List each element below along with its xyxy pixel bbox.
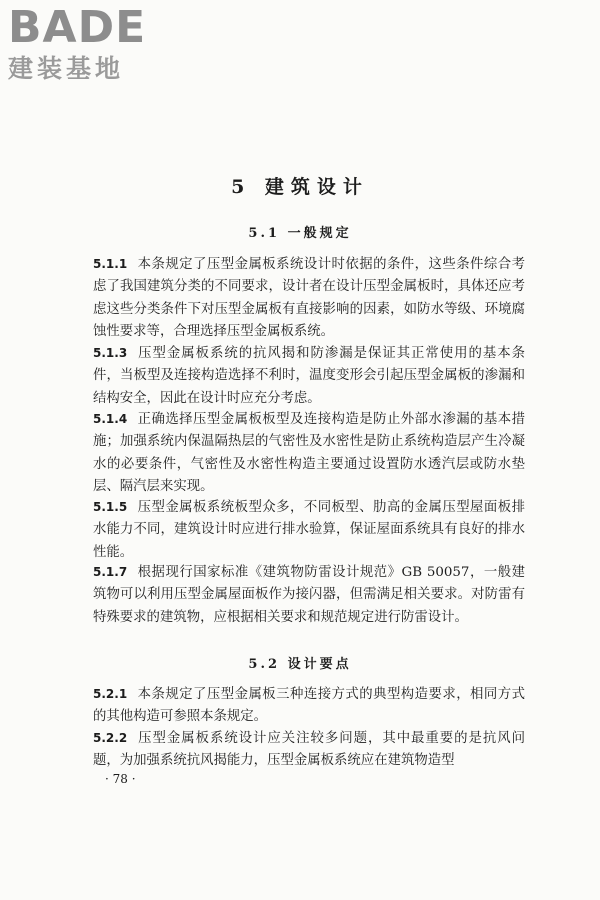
clause-number: 5.1.4 bbox=[93, 412, 128, 426]
clause-text: 压型金属板系统的抗风揭和防渗漏是保证其正常使用的基本条件，当板型及连接构造选择不利时，温度变形会引起压型金属板的渗漏和结构安全，因此在设计时应充分考虑。 bbox=[93, 346, 525, 406]
clause-paragraph bbox=[93, 408, 525, 499]
clause-number: 5.1.1 bbox=[93, 257, 128, 271]
clause-text: 本条规定了压型金属板三种连接方式的典型构造要求，相同方式的其他构造可参照本条规定。 bbox=[93, 687, 525, 725]
watermark-subtitle: 建装基地 bbox=[8, 54, 125, 83]
clause-number: 5.1.5 bbox=[93, 500, 128, 514]
clause-text: 本条规定了压型金属板系统设计时依据的条件，这些条件综合考虑了我国建筑分类的不同要求，设计者在设计压型金属板时，具体还应考虑这些分类条件下对压型金属板有直接影响的因素，如防水等级、环境腐蚀性要求等，合理选择压型金属板系统。 bbox=[93, 257, 525, 340]
clause-text: 压型金属板系统设计应关注较多问题，其中最重要的是抗风问题，为加强系统抗风揭能力，压型金属板系统应在建筑物造型 bbox=[93, 731, 525, 769]
clause-number: 5.1.3 bbox=[93, 346, 128, 360]
watermark-brand: BADE bbox=[8, 2, 147, 53]
clause-text: 根据现行国家标准《建筑物防雷设计规范》GB 50057，一般建筑物可以利用压型金属屋面板作为接闪器，但需满足相关要求。对防雷有特殊要求的建筑物，应根据相关要求和规范规定进行防雷设计。 bbox=[93, 565, 525, 625]
chapter-title: 5 建筑设计 bbox=[231, 176, 369, 198]
clause-text: 压型金属板系统板型众多，不同板型、肋高的金属压型屋面板排水能力不同，建筑设计时应进行排水验算，保证屋面系统具有良好的排水性能。 bbox=[93, 500, 525, 560]
clause-number: 5.2.2 bbox=[93, 731, 128, 745]
clause-paragraph bbox=[93, 561, 525, 629]
watermark-logo bbox=[8, 4, 183, 84]
section-title-5-2: 5.2 设计要点 bbox=[248, 657, 352, 672]
clause-paragraph bbox=[93, 342, 525, 410]
section-title-5-1: 5.1 一般规定 bbox=[248, 226, 352, 241]
clause-paragraph bbox=[93, 727, 525, 773]
page-number: · 78 · bbox=[105, 772, 136, 786]
clause-text: 正确选择压型金属板板型及连接构造是防止外部水渗漏的基本措施；加强系统内保温隔热层的气密性及水密性是防止系统构造层产生冷凝水的必要条件，气密性及水密性构造主要通过设置防水透汽层或防水垫层、隔汽层来实现。 bbox=[93, 412, 525, 495]
clause-paragraph bbox=[93, 496, 525, 564]
clause-paragraph bbox=[93, 683, 525, 729]
clause-paragraph bbox=[93, 253, 525, 344]
clause-number: 5.1.7 bbox=[93, 565, 128, 579]
clause-number: 5.2.1 bbox=[93, 687, 128, 701]
